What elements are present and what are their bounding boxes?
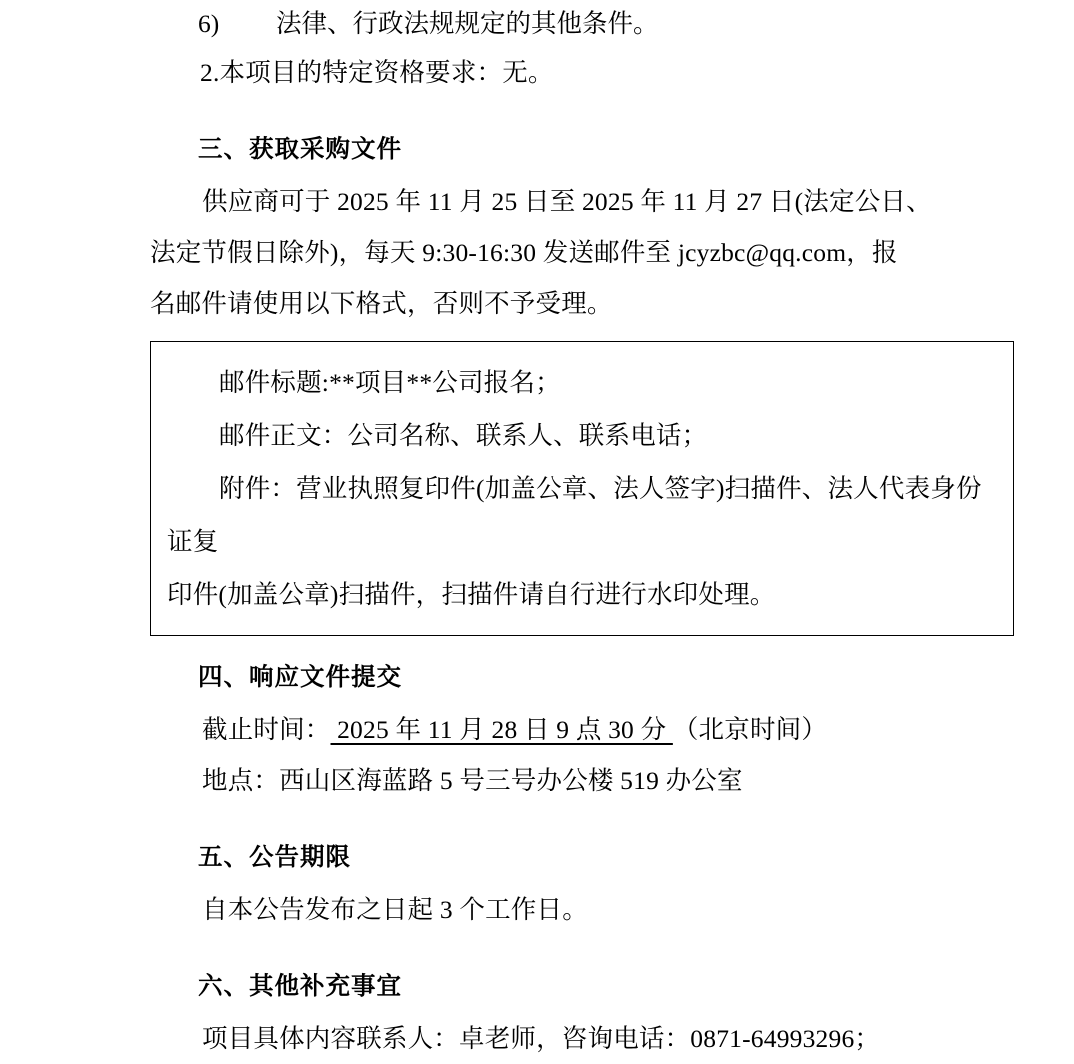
section-6-text: 项目具体内容联系人：卓老师，咨询电话：0871-64993296； — [202, 1024, 881, 1053]
email-attachment-line-a: 附件：营业执照复印件(加盖公章、法人签字)扫描件、法人代表身份证复 — [167, 474, 982, 556]
deadline-value: 2025 年 11 月 28 日 9 点 30 分 — [330, 715, 673, 744]
section-3-line-1: 供应商可于 2025 年 11 月 25 日至 2025 年 11 月 27 日(法定公日、 — [202, 187, 932, 216]
section-5-heading: 五、公告期限 — [198, 842, 351, 871]
email-body-line: 邮件正文：公司名称、联系人、联系电话； — [219, 421, 708, 450]
submission-deadline — [150, 704, 1014, 755]
section-5-text: 自本公告发布之日起 3 个工作日。 — [202, 895, 588, 924]
email-format-box — [150, 341, 1014, 636]
section-4-heading: 四、响应文件提交 — [198, 662, 402, 691]
email-attachment-line-b: 印件(加盖公章)扫描件，扫描件请自行进行水印处理。 — [167, 580, 776, 609]
email-subject-line: 邮件标题:**项目**公司报名； — [219, 368, 561, 397]
section-3-line-3: 名邮件请使用以下格式，否则不予受理。 — [150, 289, 613, 318]
spacer — [150, 935, 1014, 945]
section-6-heading: 六、其他补充事宜 — [198, 971, 402, 1000]
list-item-6-number: 6) — [198, 9, 220, 38]
list-item-6 — [150, 0, 1014, 48]
qualification-item-2: 2.本项目的特定资格要求：无。 — [200, 58, 554, 87]
spacer — [150, 98, 1014, 108]
section-3-line-2: 法定节假日除外)，每天 9:30-16:30 发送邮件至 jcyzbc@qq.com，报 — [150, 238, 898, 267]
spacer — [150, 806, 1014, 816]
deadline-label: 截止时间： — [202, 715, 331, 744]
section-3-heading: 三、获取采购文件 — [198, 134, 402, 163]
list-item-6-text: 法律、行政法规规定的其他条件。 — [276, 9, 659, 38]
submission-location: 地点：西山区海蓝路 5 号三号办公楼 519 办公室 — [202, 766, 743, 795]
deadline-suffix: （北京时间） — [672, 715, 828, 744]
